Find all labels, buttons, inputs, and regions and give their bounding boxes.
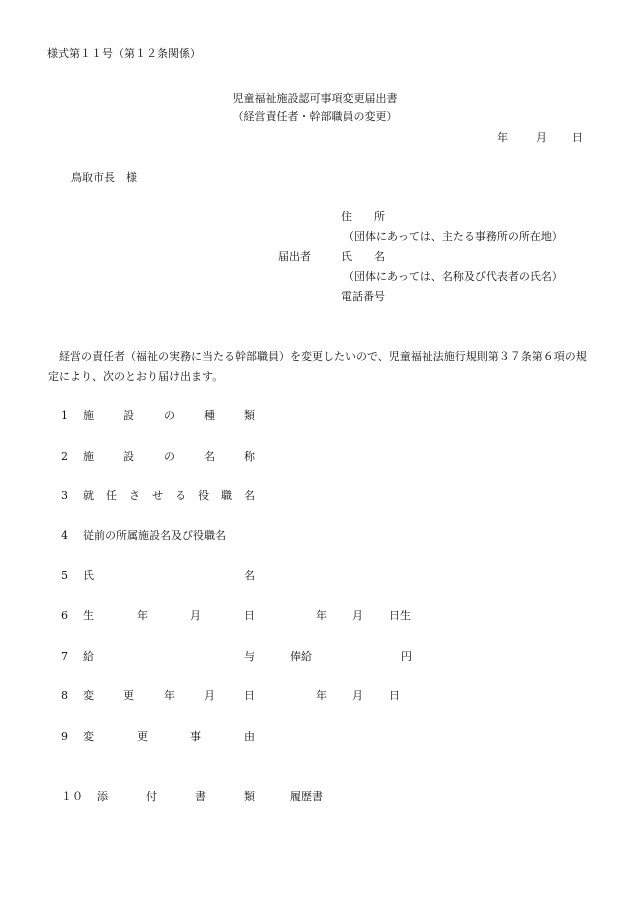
birth-day-label: 日生 [389, 609, 411, 622]
item-label-char: 役 [198, 489, 209, 502]
item-number: 4 [61, 529, 68, 542]
item-label-char: 類 [244, 790, 255, 803]
body-paragraph: 経営の責任者（福祉の実務に当たる幹部職員）を変更したいので、児童福祉法施行規則第３７条第６項の規定により、次のとおり届け出ます。 [48, 350, 587, 383]
item-number: 3 [61, 489, 68, 502]
item-label-char: 設 [123, 409, 134, 422]
item-label-char: の [164, 450, 175, 463]
item-label-char: 変 [83, 730, 94, 743]
item-label-char: 日 [244, 689, 255, 702]
item-label-char: 与 [244, 650, 255, 663]
item-label-char: 月 [190, 609, 201, 622]
item-label-char: 事 [190, 730, 201, 743]
item-label-char: 就 [83, 489, 94, 502]
item-number: 1 [61, 409, 68, 422]
notifier-label: 届出者 [278, 250, 311, 263]
item-label-char: 付 [146, 790, 157, 803]
item-label-char: 書 [195, 790, 206, 803]
item-label-char: 日 [244, 609, 255, 622]
item-2 [0, 451, 630, 465]
change-day-label: 日 [389, 689, 400, 702]
attachment-value: 履歴書 [290, 790, 323, 803]
item-label-char: 由 [244, 730, 255, 743]
item-label-char: 称 [244, 450, 255, 463]
item-label-char: 名 [244, 489, 255, 502]
date-day-label: 日 [572, 131, 583, 144]
item-label-char: 月 [204, 689, 215, 702]
date-month-label: 月 [536, 131, 547, 144]
item-label-char: 職 [221, 489, 232, 502]
item-10 [0, 791, 630, 805]
item-label-char: の [164, 409, 175, 422]
birth-year-label: 年 [316, 609, 327, 622]
item-number: 2 [61, 450, 68, 463]
item-label-char: 年 [137, 609, 148, 622]
name-note: （団体にあっては、名称及び代表者の氏名） [343, 270, 563, 283]
item-label-char: る [175, 489, 186, 502]
salary-label: 俸給 [290, 650, 312, 663]
item-label-char: 施 [83, 450, 94, 463]
form-number: 様式第１１号（第１２条関係） [47, 47, 201, 60]
item-label-char: 生 [83, 609, 94, 622]
item-number: 9 [61, 730, 68, 743]
item-label-char: 種 [204, 409, 215, 422]
item-label-char: 給 [83, 650, 94, 663]
item-label-char: 添 [97, 790, 108, 803]
item-number: 8 [61, 689, 68, 702]
change-month-label: 月 [352, 689, 363, 702]
item-label-char: 年 [164, 689, 175, 702]
address-note: （団体にあっては、主たる事務所の所在地） [343, 230, 563, 243]
name-label: 氏 名 [341, 250, 385, 263]
item-label-char: 氏 [83, 569, 94, 582]
item-label-char: さ [129, 489, 140, 502]
date-year-label: 年 [497, 131, 508, 144]
yen-label: 円 [401, 650, 412, 663]
item-5 [0, 570, 630, 584]
change-year-label: 年 [316, 689, 327, 702]
item-9 [0, 731, 630, 745]
item-number: 7 [61, 650, 68, 663]
item-number: １０ [61, 790, 83, 803]
addressee: 鳥取市長 様 [71, 171, 137, 184]
item-label-char: 更 [137, 730, 148, 743]
item-number: 5 [61, 569, 68, 582]
address-label: 住 所 [341, 210, 385, 223]
item-label-char: 変 [83, 689, 94, 702]
item-6 [0, 610, 630, 624]
item-7 [0, 651, 630, 665]
birth-month-label: 月 [352, 609, 363, 622]
item-3 [0, 490, 630, 504]
item-label-char: 任 [106, 489, 117, 502]
document-title: 児童福祉施設認可事項変更届出書 [232, 92, 398, 105]
phone-label: 電話番号 [341, 290, 385, 303]
item-label-char: 類 [244, 409, 255, 422]
document-subtitle: （経営責任者・幹部職員の変更） [232, 110, 398, 123]
item-label-char: 施 [83, 409, 94, 422]
item-label-char: せ [152, 489, 163, 502]
item-8 [0, 690, 630, 704]
item-label-char: 設 [123, 450, 134, 463]
item-4 [0, 530, 630, 544]
item-1 [0, 410, 630, 424]
item-label: 従前の所属施設名及び役職名 [83, 529, 226, 542]
item-label-char: 更 [123, 689, 134, 702]
item-label-char: 名 [244, 569, 255, 582]
item-number: 6 [61, 609, 68, 622]
item-label-char: 名 [204, 450, 215, 463]
